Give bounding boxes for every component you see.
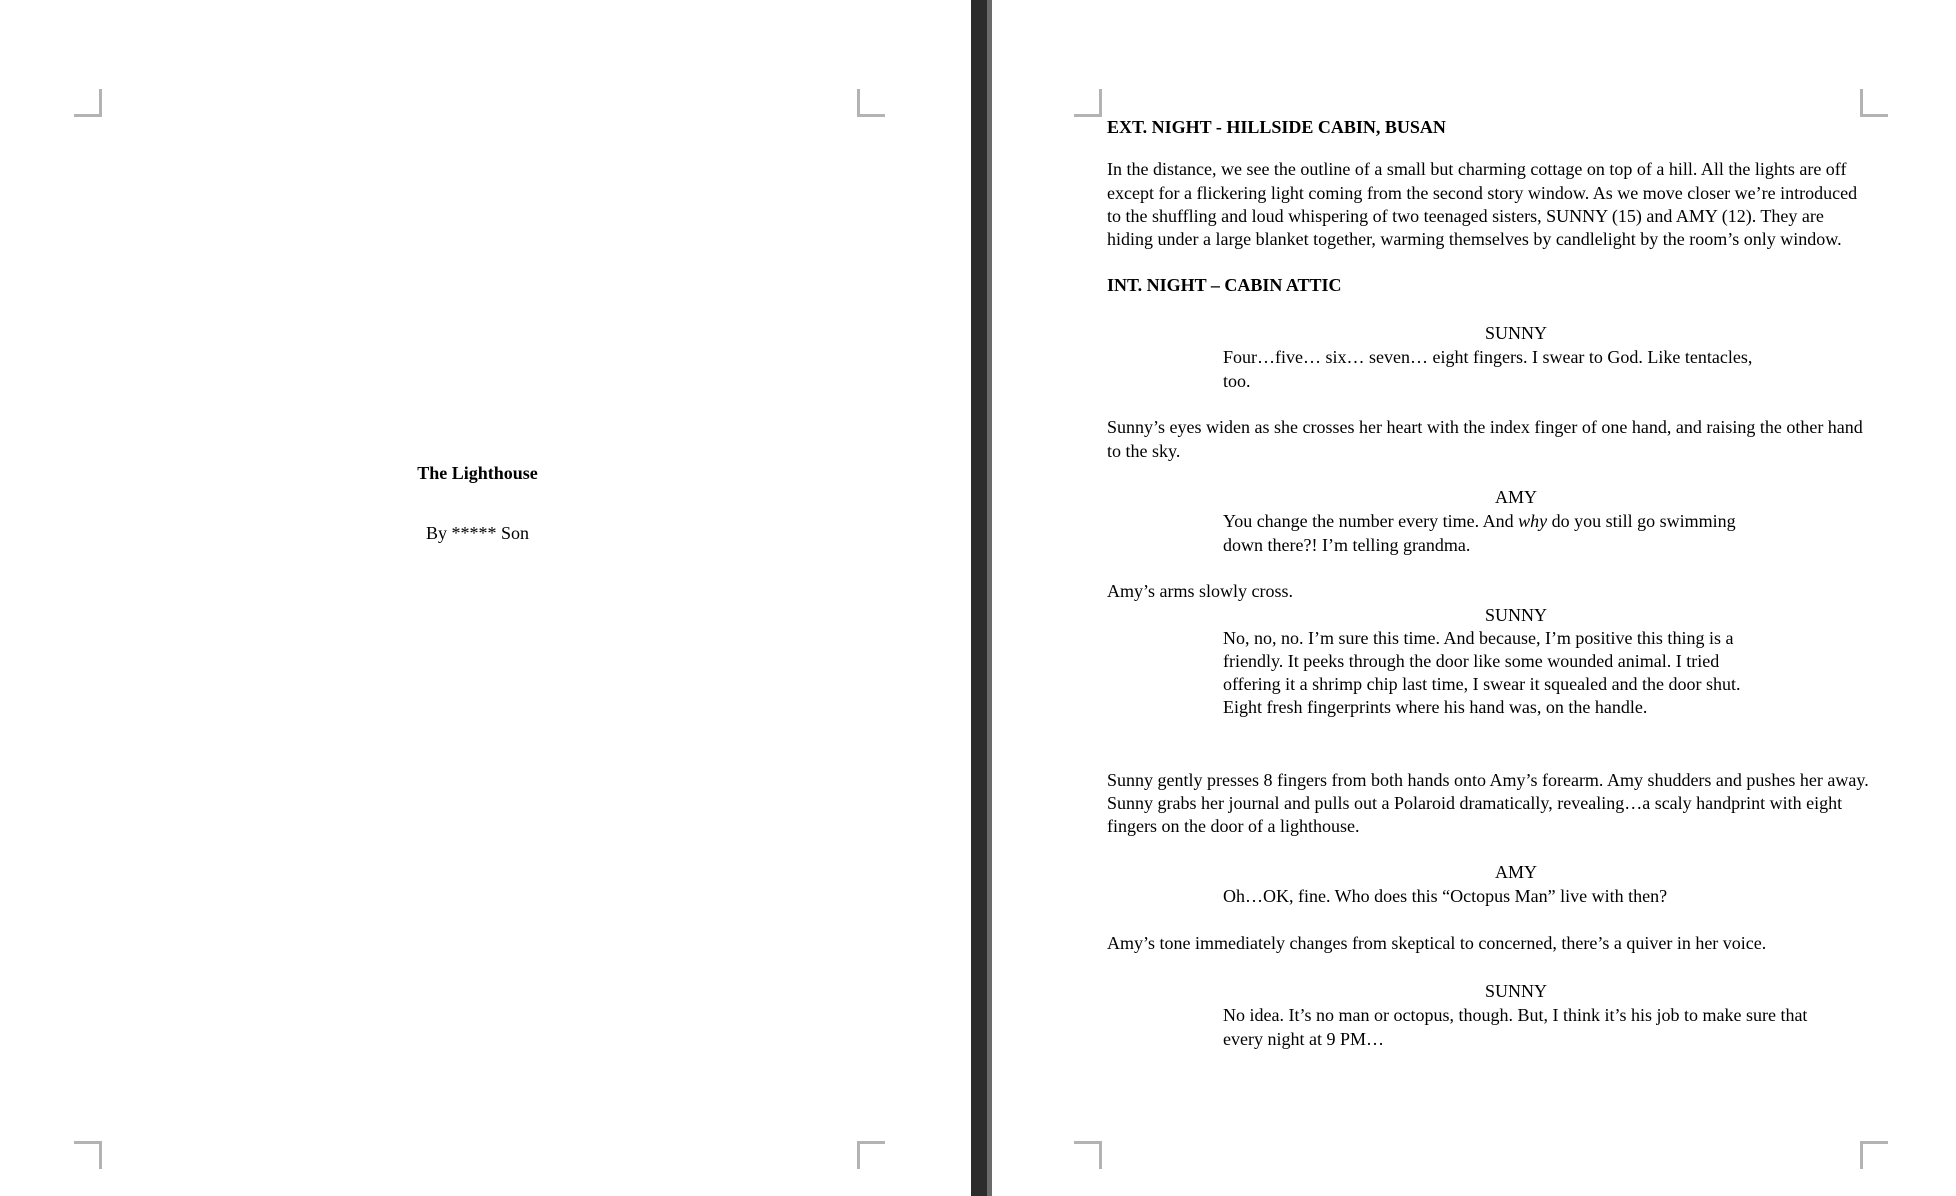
document-title: The Lighthouse (417, 463, 538, 483)
action-line: to the shuffling and loud whispering of two teenaged sisters, SUNNY (15) and AMY (12). They are (1107, 206, 1824, 226)
dialogue-line: every night at 9 PM… (1223, 1029, 1384, 1049)
margin-corner-bottom-left (1074, 1141, 1102, 1169)
scene-heading: INT. NIGHT – CABIN ATTIC (1107, 275, 1342, 295)
action-line: In the distance, we see the outline of a small but charming cottage on top of a hill. All the lights are off (1107, 159, 1847, 179)
dialogue-line: down there?! I’m telling grandma. (1223, 535, 1471, 555)
author-byline: By ***** Son (425, 523, 530, 543)
action-line: Sunny’s eyes widen as she crosses her heart with the index finger of one hand, and raising the other hand (1107, 417, 1863, 437)
dialogue-text: You change the number every time. And (1223, 511, 1519, 531)
margin-corner-top-left (1074, 89, 1102, 117)
title-page (0, 0, 971, 1196)
dialogue-text: do you still go swimming (1547, 511, 1736, 531)
dialogue-line: Eight fresh fingerprints where his hand was, on the handle. (1223, 697, 1648, 717)
action-line: Amy’s arms slowly cross. (1107, 581, 1293, 601)
dialogue-line (1223, 510, 1736, 534)
script-page (992, 0, 1956, 1196)
margin-corner-top-left (74, 89, 102, 117)
action-line: Amy’s tone immediately changes from skeptical to concerned, there’s a quiver in her voice. (1107, 933, 1767, 953)
character-name: AMY (1494, 487, 1537, 507)
dialogue-line: No, no, no. I’m sure this time. And because, I’m positive this thing is a (1223, 628, 1734, 648)
margin-corner-bottom-right (1860, 1141, 1888, 1169)
action-line: Sunny gently presses 8 fingers from both hands onto Amy’s forearm. Amy shudders and pushes her away. (1107, 770, 1869, 790)
character-name: AMY (1494, 862, 1537, 882)
margin-corner-top-right (857, 89, 885, 117)
action-line: except for a flickering light coming from the second story window. As we move closer we’re introduced (1107, 183, 1858, 203)
action-line: Sunny grabs her journal and pulls out a Polaroid dramatically, revealing…a scaly handprint with eight (1107, 793, 1843, 813)
margin-corner-bottom-right (857, 1141, 885, 1169)
dialogue-line: offering it a shrimp chip last time, I swear it squealed and the door shut. (1223, 674, 1741, 694)
dialogue-line: too. (1223, 371, 1251, 391)
character-name: SUNNY (1484, 323, 1547, 343)
character-name: SUNNY (1484, 981, 1547, 1001)
scene-heading: EXT. NIGHT - HILLSIDE CABIN, BUSAN (1107, 117, 1446, 137)
action-line: to the sky. (1107, 441, 1181, 461)
action-line: hiding under a large blanket together, warming themselves by candlelight by the room’s only window. (1107, 229, 1842, 249)
margin-corner-bottom-left (74, 1141, 102, 1169)
dialogue-line: Four…five… six… seven… eight fingers. I swear to God. Like tentacles, (1223, 347, 1753, 367)
dialogue-emphasis: why (1518, 511, 1548, 531)
page-separator (971, 0, 992, 1196)
character-name: SUNNY (1484, 605, 1547, 625)
margin-corner-top-right (1860, 89, 1888, 117)
dialogue-line: No idea. It’s no man or octopus, though. But, I think it’s his job to make sure that (1223, 1005, 1808, 1025)
dialogue-line: Oh…OK, fine. Who does this “Octopus Man” live with then? (1223, 886, 1668, 906)
action-line: fingers on the door of a lighthouse. (1107, 816, 1360, 836)
dialogue-line: friendly. It peeks through the door like some wounded animal. I tried (1223, 651, 1720, 671)
